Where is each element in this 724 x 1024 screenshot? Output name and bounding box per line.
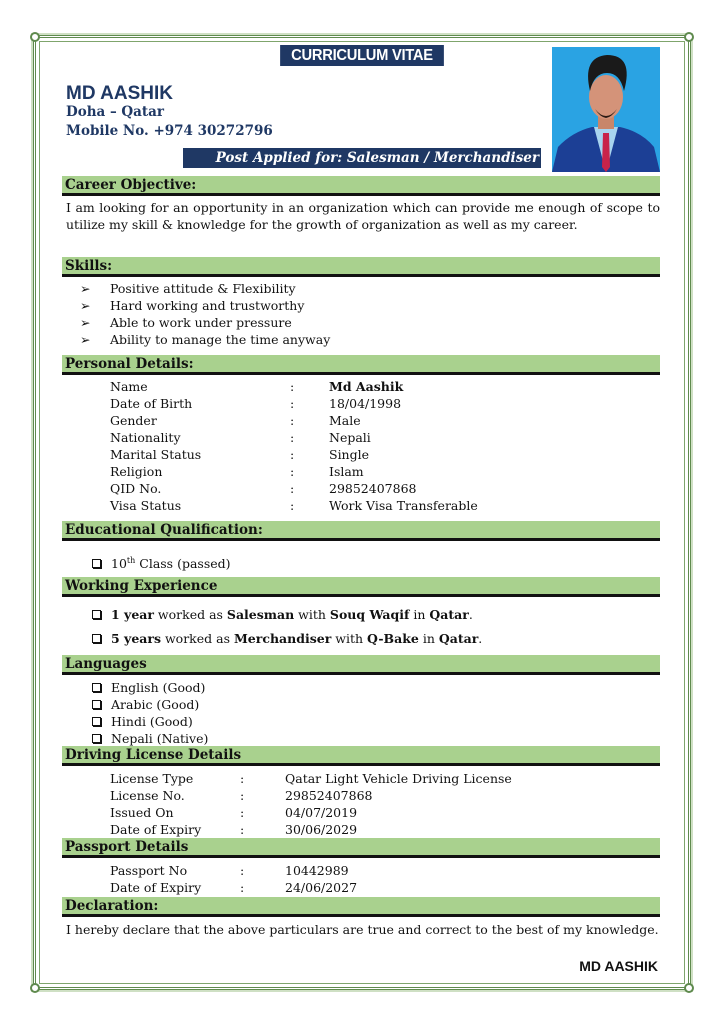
arrow-bullet-icon: ➢ [80,298,91,313]
experience-text: in [418,631,439,646]
detail-label: License Type [110,771,194,786]
language-item [92,713,193,730]
colon: : [240,788,245,803]
detail-label: Gender [110,413,157,428]
education-item: 10th Class (passed) [92,552,231,572]
section-education: Educational Qualification: [62,521,660,541]
colon: : [240,771,245,786]
arrow-bullet-icon: ➢ [80,281,91,296]
section-career-objective: Career Objective: [62,176,660,196]
detail-label: Date of Expiry [110,822,202,837]
experience-text: Qatar [429,607,469,622]
experience-text: Q-Bake [367,631,419,646]
colon: : [240,863,245,878]
detail-value: 18/04/1998 [329,396,402,411]
experience-text: worked as [161,631,234,646]
colon: : [290,447,295,462]
detail-label: QID No. [110,481,162,496]
skill-item [80,331,330,348]
skill-item [80,280,296,297]
skill-item [80,314,292,331]
experience-text: . [478,631,483,646]
corner-ornament [684,983,694,993]
detail-label: Nationality [110,430,181,445]
checkbox-bullet-icon [92,634,101,643]
location: Doha – Qatar [66,104,165,120]
declaration-text: I hereby declare that the above particulars are true and correct to the best of my knowledge. [66,922,659,937]
detail-value: Md Aashik [329,379,404,394]
checkbox-bullet-icon [92,717,101,726]
career-objective-text: I am looking for an opportunity in an organization which can provide me enough of scope to utilize my skill & knowledge for the growth of organization as well as my career. [66,200,660,232]
detail-label: Issued On [110,805,174,820]
detail-label: License No. [110,788,185,803]
experience-text: Merchandiser [233,631,332,646]
language-text: English (Good) [111,680,206,695]
mobile-number: Mobile No. +974 30272796 [66,123,273,139]
detail-label: Date of Expiry [110,880,202,895]
detail-value: 24/06/2027 [285,880,358,895]
detail-value: 10442989 [285,863,349,878]
checkbox-bullet-icon [92,700,101,709]
skill-text: Positive attitude & Flexibility [110,281,296,296]
experience-item [92,606,473,623]
detail-value: 29852407868 [285,788,373,803]
experience-text: with [294,607,330,622]
detail-value: Work Visa Transferable [329,498,478,513]
colon: : [290,430,295,445]
section-working-experience: Working Experience [62,577,660,597]
colon: : [290,396,295,411]
candidate-name: MD AASHIK [66,83,173,104]
language-text: Arabic (Good) [111,697,200,712]
arrow-bullet-icon: ➢ [80,332,91,347]
corner-ornament [30,983,40,993]
experience-text: . [468,607,473,622]
colon: : [290,481,295,496]
section-personal-details: Personal Details: [62,355,660,375]
colon: : [240,822,245,837]
language-item [92,730,208,747]
experience-text: Salesman [226,607,295,622]
skill-text: Hard working and trustworthy [110,298,305,313]
checkbox-bullet-icon [92,734,101,743]
checkbox-bullet-icon [92,559,101,568]
detail-label: Name [110,379,148,394]
experience-text: 5 years [111,631,161,646]
experience-text: Qatar [438,631,479,646]
experience-text: 1 year [111,607,154,622]
skill-text: Able to work under pressure [110,315,292,330]
section-languages: Languages [62,655,660,675]
experience-text: in [409,607,430,622]
experience-item [92,630,482,647]
section-driving-license: Driving License Details [62,746,660,766]
detail-label: Religion [110,464,163,479]
detail-value: 04/07/2019 [285,805,358,820]
detail-label: Date of Birth [110,396,193,411]
colon: : [240,805,245,820]
colon: : [290,498,295,513]
skill-item [80,297,304,314]
arrow-bullet-icon: ➢ [80,315,91,330]
detail-label: Passport No [110,863,188,878]
corner-ornament [30,32,40,42]
colon: : [290,413,295,428]
signature-name: MD AASHIK [579,958,658,974]
experience-text: worked as [153,607,227,622]
section-skills: Skills: [62,257,660,277]
section-passport: Passport Details [62,838,660,858]
detail-value: 29852407868 [329,481,417,496]
checkbox-bullet-icon [92,683,101,692]
language-text: Hindi (Good) [111,714,193,729]
language-text: Nepali (Native) [111,731,209,746]
detail-label: Marital Status [110,447,202,462]
detail-value: Single [329,447,370,462]
checkbox-bullet-icon [92,610,101,619]
post-applied: Post Applied for: Salesman / Merchandiser [183,148,541,168]
document-title: CURRICULUM VITAE [280,45,444,66]
experience-text: Souq Waqif [329,607,410,622]
colon: : [290,379,295,394]
detail-value: Qatar Light Vehicle Driving License [285,771,512,786]
section-declaration: Declaration: [62,897,660,917]
language-item [92,696,199,713]
colon: : [290,464,295,479]
detail-value: Nepali [329,430,371,445]
colon: : [240,880,245,895]
detail-value: Islam [329,464,364,479]
skill-text: Ability to manage the time anyway [110,332,331,347]
detail-label: Visa Status [110,498,182,513]
experience-text: with [331,631,368,646]
detail-value: Male [329,413,361,428]
language-item [92,679,205,696]
profile-photo [552,47,660,172]
corner-ornament [684,32,694,42]
detail-value: 30/06/2029 [285,822,358,837]
